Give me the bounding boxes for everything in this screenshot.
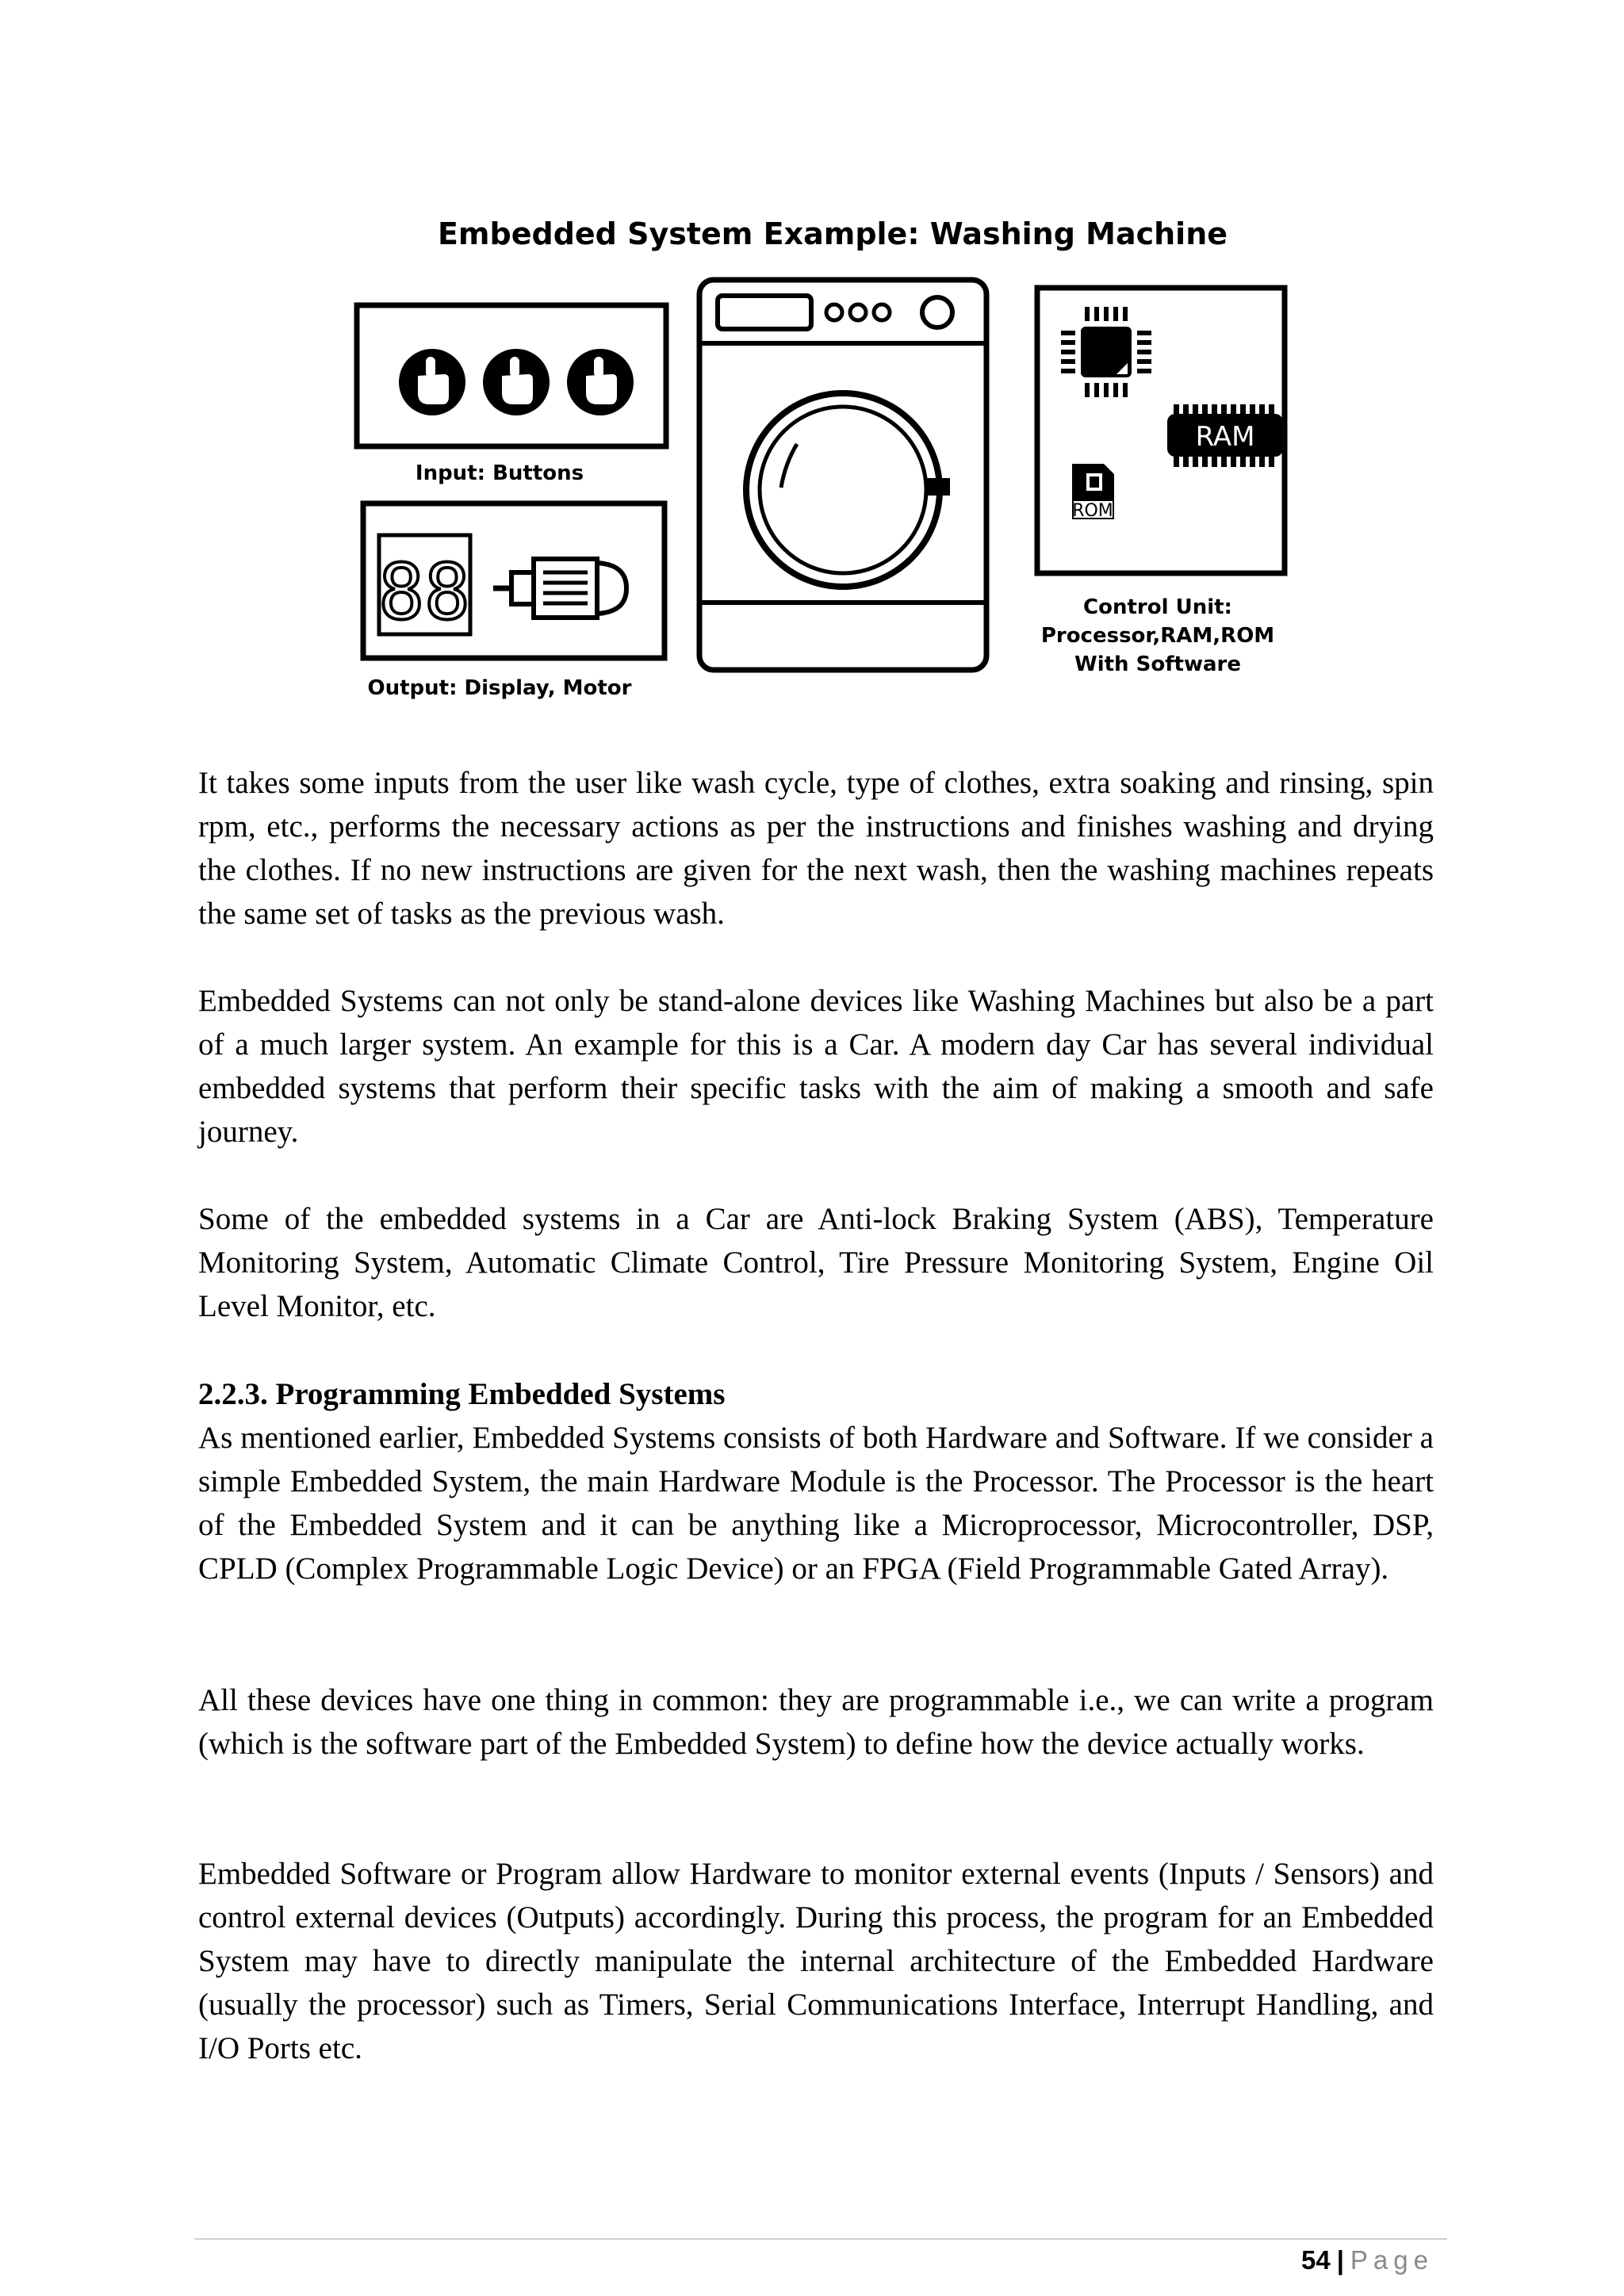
figure-title: Embedded System Example: Washing Machine: [437, 216, 1228, 251]
ram-label: RAM: [1195, 421, 1255, 453]
seven-segment-display: 88: [378, 548, 470, 637]
rom-chip-icon: [1072, 464, 1114, 521]
button-icon: [567, 349, 634, 415]
page-number: 54: [1300, 2245, 1331, 2275]
ram-module-icon: [1167, 404, 1283, 467]
button-icon: [399, 349, 465, 415]
page-label: Page: [1350, 2245, 1434, 2275]
paragraph-hardware-software: As mentioned earlier, Embedded Systems consists of both Hardware and Software. If we consider a simple Embedded System, the main Hardware Module is the Processor. The Processor is the heart of the Embedded System and it can be anything like a Microprocessor, Microcontroller, DSP, CPLD (Complex Programmable Logic Device) or an FPGA (Field Programmable Gated Array).: [198, 1421, 1434, 1586]
footer-divider: [194, 2238, 1447, 2240]
washing-machine-icon: [699, 280, 986, 670]
paragraph-standalone: Embedded Systems can not only be stand-alone devices like Washing Machines but also be a part of a much larger system. An example for this is a Car. A modern day Car has several individual embedded systems that perform their specific tasks with the aim of making a smooth and safe journey.: [198, 984, 1434, 1149]
processor-chip-icon: [1061, 307, 1151, 397]
washing-machine-diagram: [341, 206, 1324, 721]
rom-label: ROM: [1072, 501, 1113, 521]
output-panel: [363, 503, 665, 658]
page-footer: [1301, 2245, 1434, 2275]
input-caption: Input: Buttons: [415, 461, 584, 485]
button-icon: [483, 349, 550, 415]
motor-icon: [493, 559, 626, 618]
paragraph-inputs: It takes some inputs from the user like wash cycle, type of clothes, extra soaking and rinsing, spin rpm, etc., performs the necessary actions as per the instructions and finishes washing and drying the clothes. If no new instructions are given for the next wash, then the washing machines repeats the same set of tasks as the previous wash.: [198, 766, 1434, 931]
paragraph-car-systems: Some of the embedded systems in a Car are Anti-lock Braking System (ABS), Temperature Monitoring System, Automatic Climate Control, Tire Pressure Monitoring System, Engine Oil Level Monitor, etc.: [198, 1202, 1434, 1323]
input-buttons-panel: [357, 305, 666, 446]
washing-machine-figure: [341, 206, 1324, 721]
section-heading: 2.2.3. Programming Embedded Systems: [198, 1377, 726, 1411]
control-caption-line3: With Software: [1074, 652, 1241, 676]
output-caption: Output: Display, Motor: [367, 676, 632, 700]
control-caption-line2: Processor,RAM,ROM: [1040, 624, 1275, 648]
control-caption-line1: Control Unit:: [1083, 595, 1232, 619]
control-unit-panel: [1037, 288, 1285, 573]
paragraph-embedded-software: Embedded Software or Program allow Hardware to monitor external events (Inputs / Sensors) and control external devices (Outputs) accordingly. During this process, the program for an Embedded System may have to directly manipulate the internal architecture of the Embedded Hardware (usually the processor) such as Timers, Serial Communications Interface, Interrupt Handling, and I/O Ports etc.: [198, 1857, 1434, 2065]
footer-separator: |: [1336, 2245, 1344, 2275]
paragraph-programmable: All these devices have one thing in common: they are programmable i.e., we can write a program (which is the software part of the Embedded System) to define how the device actually works.: [198, 1683, 1434, 1761]
